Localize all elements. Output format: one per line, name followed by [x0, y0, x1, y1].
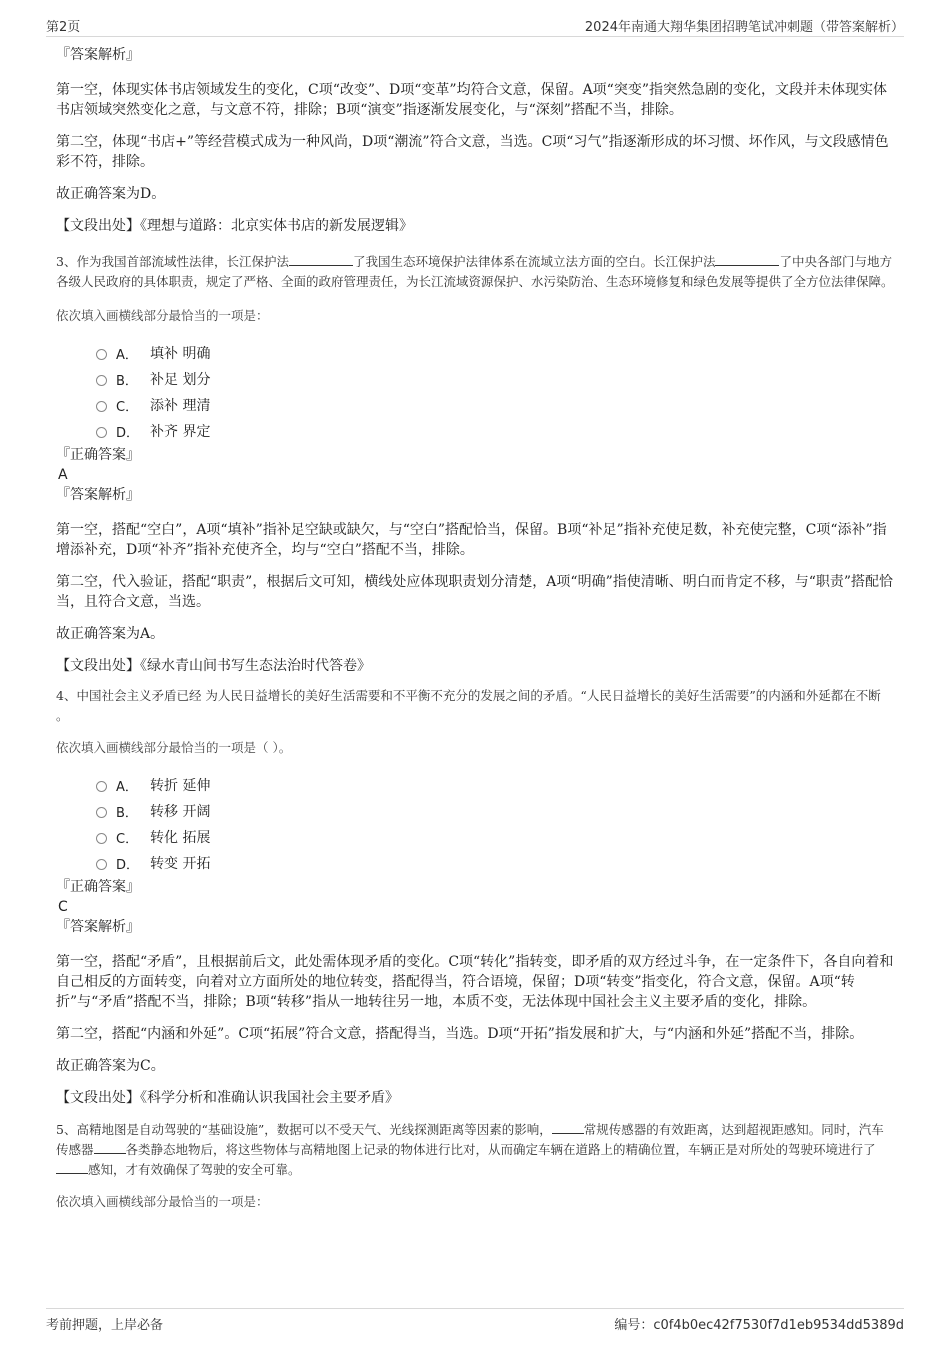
radio-icon[interactable] — [96, 375, 107, 386]
document-title: 2024年南通大翔华集团招聘笔试冲刺题（带答案解析） — [584, 20, 904, 35]
question-5 — [56, 1120, 896, 1210]
option-list — [56, 340, 896, 444]
option-b[interactable]: B． 补足 划分 — [96, 366, 896, 392]
fill-blank — [289, 253, 353, 266]
page-header — [46, 14, 904, 37]
correct-answer: A — [58, 467, 68, 483]
correct-answer: C — [58, 899, 68, 915]
analysis-label: 『答案解析』 — [56, 919, 140, 935]
analysis-paragraph: 第二空，代入验证，搭配“职责”，根据后文可知，横线处应体现职责划分清楚，A项“明确”指使清晰、明白而肯定不移，与“职责”搭配恰当，且符合文意，当选。 — [56, 574, 894, 610]
source-citation: 【文段出处】《理想与道路：北京实体书店的新发展逻辑》 — [56, 218, 413, 234]
page-number: 第2页 — [46, 20, 81, 35]
question-prompt: 依次填入画横线部分最恰当的一项是： — [56, 308, 269, 323]
option-b[interactable]: B． 转移 开阔 — [96, 798, 896, 824]
conclusion: 故正确答案为A。 — [56, 626, 165, 642]
radio-icon[interactable] — [96, 349, 107, 360]
radio-icon[interactable] — [96, 807, 107, 818]
page-footer — [46, 1308, 904, 1331]
question-prompt: 依次填入画横线部分最恰当的一项是： — [56, 1194, 269, 1209]
correct-answer-label: 『正确答案』 — [56, 447, 140, 463]
conclusion: 故正确答案为C。 — [56, 1058, 165, 1074]
document-code: 编号：c0f4b0ec42f7530f7d1eb9534dd5389d — [614, 1318, 904, 1333]
radio-icon[interactable] — [96, 833, 107, 844]
correct-answer-label: 『正确答案』 — [56, 879, 140, 895]
analysis-paragraph: 第一空，体现实体书店领域发生的变化，C项“改变”、D项“变革”均符合文意，保留。A项“突变”指突然急剧的变化，文段并未体现实体书店领域突然变化之意，与文意不符，排除；B项“演变”指逐渐发展变化，与“深刻”搭配不当，排除。 — [56, 82, 887, 118]
source-citation: 【文段出处】《科学分析和准确认识我国社会主要矛盾》 — [56, 1090, 399, 1106]
radio-icon[interactable] — [96, 781, 107, 792]
analysis-paragraph: 第二空，体现“书店+”等经营模式成为一种风尚，D项“潮流”符合文意，当选。C项“习气”指逐渐形成的坏习惯、坏作风，与文段感情色彩不符，排除。 — [56, 134, 889, 170]
analysis-paragraph: 第一空，搭配“空白”，A项“填补”指补足空缺或缺欠，与“空白”搭配恰当，保留。B项“补足”指补充使足数，补充使完整，C项“添补”指增添补充，D项“补齐”指补充使齐全，均与“空白”搭配不当，排除。 — [56, 522, 887, 558]
question-2-analysis — [56, 44, 896, 236]
conclusion: 故正确答案为D。 — [56, 186, 166, 202]
radio-icon[interactable] — [96, 859, 107, 870]
option-d[interactable]: D． 转变 开拓 — [96, 850, 896, 876]
radio-icon[interactable] — [96, 401, 107, 412]
document-body — [56, 44, 896, 1210]
source-citation: 【文段出处】《绿水青山间书写生态法治时代答卷》 — [56, 658, 371, 674]
question-stem: 5、高精地图是自动驾驶的“基础设施”，数据可以不受天气、光线探测距离等因素的影响， 常规传感器的有效距离，达到超视距感知。同时，汽车传感器 各类静态地物后，将这些物体与高精地图上记录的物体进行比对，从而确定车辆在道路上的精确位置，车辆正是对所处的驾驶环境进行了感知，才有效确保了驾驶的安全可靠。 — [56, 1122, 884, 1177]
fill-blank — [56, 1161, 88, 1174]
analysis-label: 『答案解析』 — [56, 487, 140, 503]
question-stem: 4、中国社会主义矛盾已经 为人民日益增长的美好生活需要和不平衡不充分的发展之间的矛盾。“人民日益增长的美好生活需要”的内涵和外延都在不断 。 — [56, 688, 881, 723]
fill-blank — [552, 1121, 584, 1134]
option-a[interactable]: A． 填补 明确 — [96, 340, 896, 366]
question-4 — [56, 686, 896, 1108]
analysis-paragraph: 第二空，搭配“内涵和外延”。C项“拓展”符合文意，搭配得当，当选。D项“开拓”指发展和扩大，与“内涵和外延”搭配不当，排除。 — [56, 1026, 864, 1042]
radio-icon[interactable] — [96, 427, 107, 438]
option-d[interactable]: D． 补齐 界定 — [96, 418, 896, 444]
fill-blank — [94, 1141, 126, 1154]
question-3 — [56, 252, 896, 676]
option-a[interactable]: A． 转折 延伸 — [96, 772, 896, 798]
question-prompt: 依次填入画横线部分最恰当的一项是（ ）。 — [56, 740, 292, 755]
analysis-paragraph: 第一空，搭配“矛盾”，且根据前后文，此处需体现矛盾的变化。C项“转化”指转变，即矛盾的双方经过斗争，在一定条件下，各自向着和自己相反的方面转变，向着对立方面所处的地位转变，搭配得当，符合语境，保留；D项“转变”指变化，符合文意，保留。A项“转折”与“矛盾”搭配不当，排除；B项“转移”指从一地转往另一地，本质不变，无法体现中国社会主义主要矛盾的变化，排除。 — [56, 954, 894, 1010]
option-c[interactable]: C． 转化 拓展 — [96, 824, 896, 850]
question-stem: 3、作为我国首部流域性法律，长江保护法 了我国生态环境保护法律体系在流域立法方面的空白。长江保护法 了中央各部门与地方各级人民政府的具体职责，规定了严格、全面的政府管理责任，为长江流域资源保护、水污染防治、生态环境修复和绿色发展等提供了全方位法律保障。 — [56, 254, 894, 289]
option-list — [56, 772, 896, 876]
analysis-label: 『答案解析』 — [56, 47, 140, 63]
fill-blank — [715, 253, 779, 266]
option-c[interactable]: C． 添补 理清 — [96, 392, 896, 418]
footer-slogan: 考前押题，上岸必备 — [46, 1318, 164, 1333]
